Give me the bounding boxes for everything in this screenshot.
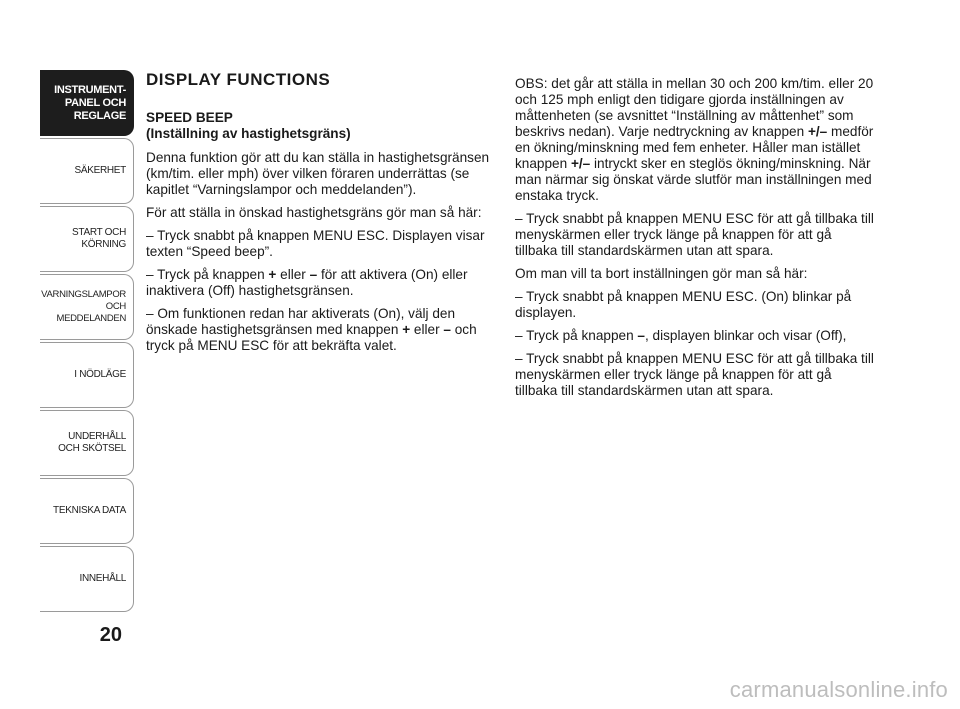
tab-sakerhet[interactable]: SÄKERHET	[40, 138, 134, 204]
note-text-c: intryckt sker en steglös ökning/minskning. När man närmar sig önskat värde slutför man inställningen med enstaka tryck.	[515, 156, 872, 203]
paragraph-return-2: – Tryck snabbt på knappen MENU ESC för att gå tillbaka till menyskärmen eller tryck länge på knappen för att gå tillbaka till standardskärmen utan att spara.	[515, 351, 874, 398]
left-column	[146, 72, 494, 361]
minus-symbol: –	[443, 322, 451, 337]
paragraph-howto: För att ställa in önskad hastighetsgräns gör man så här:	[146, 205, 482, 220]
section-heading-line-1: SPEED BEEP	[146, 110, 233, 125]
paragraph-step-1: – Tryck snabbt på knappen MENU ESC. Displayen visar texten “Speed beep”.	[146, 228, 485, 259]
plus-symbol: +	[402, 322, 411, 337]
step-3-text-c: och tryck på MENU ESC för att bekräfta valet.	[146, 322, 477, 353]
step-2-text-c: för att aktivera (On) eller inaktivera (Off) hastighetsgränsen.	[146, 267, 468, 298]
step-3-text-a: – Om funktionen redan har aktiverats (On), välj den önskade hastighetsgränsen med knappen	[146, 306, 456, 337]
tab-i-nodlage[interactable]: I NÖDLÄGE	[40, 342, 134, 408]
minus-symbol: –	[637, 328, 645, 343]
paragraph-remove-intro: Om man vill ta bort inställningen gör man så här:	[515, 266, 808, 281]
plus-symbol: +	[268, 267, 277, 282]
plus-minus-symbol: +/–	[570, 156, 591, 171]
paragraph-intro: Denna funktion gör att du kan ställa in hastighetsgränsen (km/tim. eller mph) över vilken föraren underrättas (se kapitlet “Varningslampor och meddelanden”).	[146, 150, 490, 197]
remove-step-2-text-b: , displayen blinkar och visar (Off),	[644, 328, 847, 343]
paragraph-remove-step-1: – Tryck snabbt på knappen MENU ESC. (On) blinkar på displayen.	[515, 289, 852, 320]
page-title: DISPLAY FUNCTIONS	[146, 70, 331, 89]
paragraph-remove-step-2	[515, 328, 875, 344]
paragraph-step-3	[146, 306, 494, 354]
section-heading	[146, 110, 494, 142]
tab-start-och-korning[interactable]: START OCH KÖRNING	[40, 206, 134, 272]
tab-instrumentpanel[interactable]: INSTRUMENT- PANEL OCH REGLAGE	[40, 70, 134, 136]
paragraph-return-1: – Tryck snabbt på knappen MENU ESC för att gå tillbaka till menyskärmen eller tryck länge på knappen för att gå tillbaka till standardskärmen utan att spara.	[515, 211, 874, 258]
step-3-text-b: eller	[410, 322, 444, 337]
tab-varningslampor[interactable]: VARNINGSLAMPOR OCH MEDDELANDEN	[40, 274, 134, 340]
tab-innehall[interactable]: INNEHÅLL	[40, 546, 134, 612]
page-number: 20	[99, 624, 122, 646]
note-text-a: OBS: det går att ställa in mellan 30 och 200 km/tim. eller 20 och 125 mph enligt den tidigare gjorda inställningen av måttenheten (se avsnittet “Inställning av måttenhet” som beskrivs nedan). Varje nedtryckning av knappen	[515, 76, 874, 139]
step-2-text-b: eller	[276, 267, 310, 282]
right-column	[515, 76, 875, 406]
note-text-b: medför en ökning/minskning med fem enheter. Håller man istället knappen	[515, 124, 874, 171]
remove-step-2-text-a: – Tryck på knappen	[515, 328, 638, 343]
step-2-text-a: – Tryck på knappen	[146, 267, 269, 282]
watermark: carmanualsonline.info	[729, 677, 948, 702]
plus-minus-symbol: +/–	[807, 124, 828, 139]
section-heading-line-2: (Inställning av hastighetsgräns)	[146, 126, 351, 141]
paragraph-step-2	[146, 267, 494, 299]
paragraph-note	[515, 76, 875, 204]
tab-tekniska-data[interactable]: TEKNISKA DATA	[40, 478, 134, 544]
chapter-sidebar	[40, 70, 134, 614]
tab-underhall[interactable]: UNDERHÅLL OCH SKÖTSEL	[40, 410, 134, 476]
minus-symbol: –	[309, 267, 318, 282]
